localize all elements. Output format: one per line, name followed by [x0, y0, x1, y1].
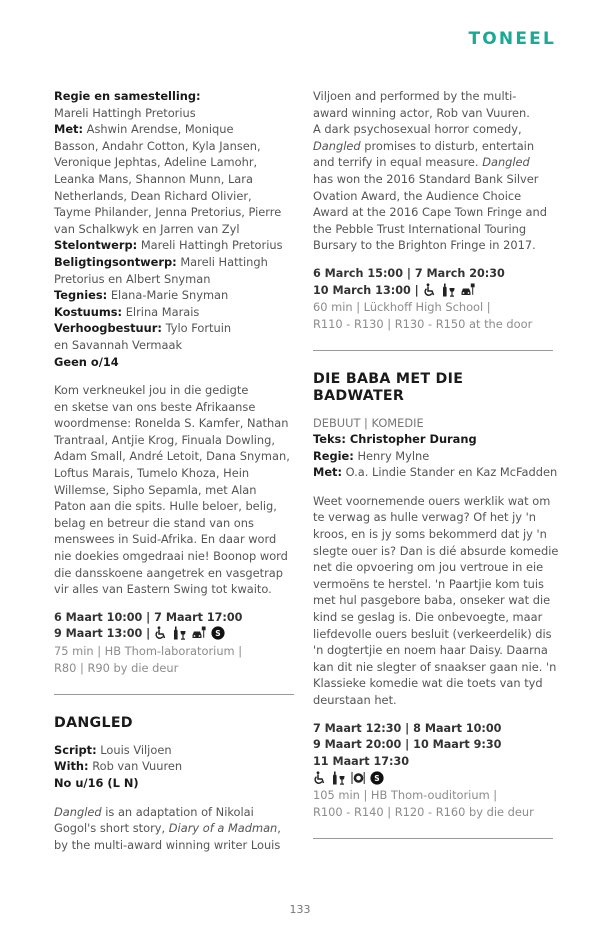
credit-value: O.a. Lindie Stander en Kaz McFadden [342, 465, 558, 480]
credit-line [54, 121, 294, 138]
description-line [313, 204, 553, 221]
description-line: vir alles van Eastern Swing tot kwaito. [54, 582, 272, 597]
description-line: menswees in Suid-Afrika. En daar word [54, 532, 277, 547]
description-text: by the multi-award winning writer Louis [54, 837, 281, 852]
schedule-line [313, 283, 553, 300]
description-line: Willemse, Sipho Sepamla, met Alan [54, 482, 257, 497]
description-text: is an adaptation of Nikolai [101, 804, 254, 819]
description-line [313, 171, 553, 188]
age-rating: Geen o/14 [54, 354, 119, 369]
description-line: Kom verkneukel jou in die gedigte [54, 383, 249, 398]
show-category: DEBUUT | KOMEDIE [313, 415, 424, 430]
show-description [313, 493, 559, 709]
description-line: liefdevolle ouers besluit (verkeerdelik) dis [313, 626, 552, 641]
show-description [54, 382, 294, 598]
description-line: woordmense: Ronelda S. Kamfer, Nathan [54, 416, 289, 431]
show-description [54, 804, 294, 854]
description-text: Viljoen and performed by the multi- [313, 89, 517, 103]
description-text: Ovation Award, the Audience Choice [313, 188, 522, 203]
description-line: Loftus Marais, Tumelo Khoza, Hein [54, 466, 250, 481]
amenity-icons [154, 626, 225, 640]
credit-line [54, 154, 294, 171]
venue-info: 75 min | HB Thom-laboratorium | [54, 644, 243, 658]
description-line: deurstaan het. [313, 693, 397, 707]
description-line [313, 105, 553, 122]
credit-line [54, 138, 294, 155]
venue-info: 105 min | HB Thom-ouditorium | [313, 787, 498, 802]
description-text: the Pebble Trust International Touring [313, 221, 527, 236]
description-text: Bursary to the Brighton Fringe in 2017. [313, 238, 536, 253]
description-line: Paton aan die spits. Hulle beloer, belig, [54, 499, 277, 514]
description-line: nie doekies omgedraai nie! Boonop word [54, 549, 288, 564]
credit-line [54, 287, 294, 304]
description-line: Adam Small, André Letoit, Dana Snyman, [54, 449, 290, 464]
credit-line [54, 221, 294, 238]
credit-line [54, 88, 294, 105]
description-line: belag en betreur die stand van ons [54, 515, 254, 530]
description-text: A dark psychosexual horror comedy, [313, 122, 522, 137]
credit-line [54, 337, 294, 354]
description-line [313, 237, 553, 254]
credit-value: Mareli Hattingh Pretorius [137, 238, 283, 253]
description-line: vermoëns te herstel. 'n Paartjie kom tuis [313, 576, 544, 591]
credits-list [54, 88, 294, 354]
credit-value: Mareli Hattingh Pretorius [54, 105, 196, 120]
description-line [54, 820, 294, 837]
venue-info: 60 min | Lückhoff High School | [313, 300, 491, 315]
description-text: has won the 2016 Standard Bank Silver [313, 171, 539, 186]
description-line: kind se geslag is. Die onbevoegte, maar [313, 610, 543, 625]
wine-icon [442, 283, 456, 297]
description-text: and terrify in equal measure. [313, 155, 483, 170]
parking-icon [192, 626, 206, 640]
credit-line [54, 204, 294, 221]
credit-line [54, 742, 294, 759]
price-info: R110 - R130 | R130 - R150 at the door [313, 316, 533, 331]
credit-value: Veronique Jephtas, Adeline Lamohr, [54, 155, 258, 170]
credit-value: Louis Viljoen [96, 742, 172, 757]
description-text: Gogol's short story, [54, 821, 169, 836]
section-divider [313, 350, 553, 351]
credit-label: Regie: [313, 448, 354, 463]
italic-title: Dangled [54, 804, 102, 819]
description-line: met hul pasgebore baba, onseker wat die [313, 593, 551, 608]
credit-label: With: [54, 759, 89, 774]
section-header: TONEEL [468, 29, 556, 49]
credit-value: Elrina Marais [122, 304, 200, 319]
credit-label: Tegnies: [54, 288, 108, 303]
credit-value: Ashwin Arendse, Monique [83, 122, 234, 137]
schedule-line: 6 Maart 10:00 | 7 Maart 17:00 [54, 610, 243, 624]
credit-line [54, 320, 294, 337]
description-text: award winning actor, Rob van Vuuren. [313, 105, 530, 120]
credit-line [54, 237, 294, 254]
section-divider [54, 694, 294, 695]
description-line: Trantraal, Antjie Krog, Finuala Dowling, [54, 432, 275, 447]
show-title: DANGLED [54, 715, 133, 732]
description-line [313, 88, 553, 105]
credit-line [313, 464, 558, 481]
credit-line [313, 431, 553, 448]
schedule-line: 7 Maart 12:30 | 8 Maart 10:00 [313, 721, 502, 735]
credit-value: Christopher Durang [345, 432, 477, 447]
italic-title: Dangled [313, 138, 361, 153]
schedule-line: 9 Maart 20:00 | 10 Maart 9:30 [313, 738, 502, 752]
credit-line [54, 758, 294, 775]
description-line: net die opvoering om jou vertroue in eie [313, 560, 544, 575]
credit-line [54, 171, 294, 188]
schedule-text: 10 March 13:00 | [313, 283, 419, 297]
wheelchair-icon [313, 771, 327, 785]
left-column [54, 88, 294, 853]
wheelchair-icon [423, 283, 437, 297]
description-line: die dansskoene aangetrek en vasgetrap [54, 565, 283, 580]
credit-line [54, 105, 294, 122]
description-line: en sketse van ons beste Afrikaanse [54, 399, 256, 414]
credit-line [54, 271, 294, 288]
credit-value: Pretorius en Albert Snyman [54, 271, 211, 286]
credit-value: Netherlands, Dean Richard Olivier, [54, 188, 252, 203]
description-line [313, 154, 553, 171]
credit-label: Kostuums: [54, 304, 123, 319]
credit-label: Verhoogbestuur: [54, 321, 162, 336]
page-number: 133 [289, 903, 311, 916]
credit-label: Regie en samestelling: [54, 89, 201, 103]
right-column [313, 88, 559, 859]
description-line: 'n dogtertjie en noem haar Daisy. Daarna [313, 643, 548, 658]
credit-label: Beligtingsontwerp: [54, 254, 177, 269]
credit-value: Mareli Hattingh [176, 254, 268, 269]
credit-value: Basson, Andahr Cotton, Kyla Jansen, [54, 138, 261, 153]
age-rating: No u/16 (L N) [54, 775, 139, 790]
credit-line [54, 304, 294, 321]
wine-icon [332, 771, 346, 785]
svg-text:S: S [215, 629, 221, 639]
italic-title: Diary of a Madman [168, 821, 278, 836]
price-info: R100 - R140 | R120 - R160 by die deur [313, 804, 534, 819]
description-line [54, 804, 294, 821]
credit-value: Tylo Fortuin [161, 321, 232, 336]
section-divider [313, 838, 553, 839]
credit-value: van Schalkwyk en Jarren van Zyl [54, 221, 240, 236]
credit-value: en Savannah Vermaak [54, 337, 183, 352]
svg-text:S: S [374, 774, 380, 784]
schedule-text: 9 Maart 13:00 | [54, 627, 151, 641]
description-line: Klassieke komedie wat die toets van tyd [313, 676, 543, 691]
schedule-line: 6 March 15:00 | 7 March 20:30 [313, 266, 505, 280]
credit-label: Stelontwerp: [54, 238, 138, 253]
parking-icon [461, 283, 475, 297]
description-text: promises to disturb, entertain [360, 138, 535, 153]
description-line: Weet voornemende ouers werklik wat om [313, 493, 551, 508]
s-badge-icon [211, 626, 225, 640]
credit-value: Henry Mylne [353, 448, 430, 463]
italic-title: Dangled [482, 155, 530, 170]
description-line [313, 138, 553, 155]
wine-icon [173, 626, 187, 640]
price-info: R80 | R90 by die deur [54, 660, 179, 675]
amenity-icons [423, 283, 475, 297]
description-line: kroos, en is jy soms bekommerd dat jy 'n [313, 527, 547, 542]
credit-value: Elana-Marie Snyman [107, 288, 229, 303]
credit-label: Teks: [313, 432, 346, 447]
dining-icon [351, 771, 365, 785]
credit-label: Met: [54, 122, 84, 137]
amenity-icons [313, 771, 384, 785]
description-line: kan dit nie slegter of snaakser gaan nie. 'n [313, 659, 557, 674]
s-badge-icon [370, 771, 384, 785]
credit-line [54, 254, 294, 271]
credits-list [54, 742, 294, 775]
credit-line [313, 448, 553, 465]
description-line [54, 837, 294, 854]
show-title: DIE BABA MET DIE BADWATER [313, 371, 464, 404]
schedule-line: 11 Maart 17:30 [313, 754, 410, 768]
description-line [313, 221, 553, 238]
description-line: slegte ouer is? Dan is dié absurde komedie [313, 543, 559, 558]
show-description-continued [313, 88, 553, 254]
credit-label: Script: [54, 742, 97, 757]
wheelchair-icon [154, 626, 168, 640]
schedule-line [54, 626, 294, 643]
description-line [313, 188, 553, 205]
credit-value: Leanka Mans, Shannon Munn, Lara [54, 171, 253, 186]
credit-label: Met: [313, 465, 343, 480]
credit-value: Rob van Vuuren [88, 759, 183, 774]
credit-value: Tayme Philander, Jenna Pretorius, Pierre [54, 205, 282, 220]
credits-list [313, 431, 558, 481]
description-line: te verwag as hulle verwag? Of het jy 'n [313, 510, 537, 525]
description-line [313, 121, 553, 138]
description-text: , [277, 821, 281, 836]
amenity-row [313, 770, 553, 787]
description-text: Award at the 2016 Cape Town Fringe and [313, 205, 547, 220]
credit-line [54, 188, 294, 205]
